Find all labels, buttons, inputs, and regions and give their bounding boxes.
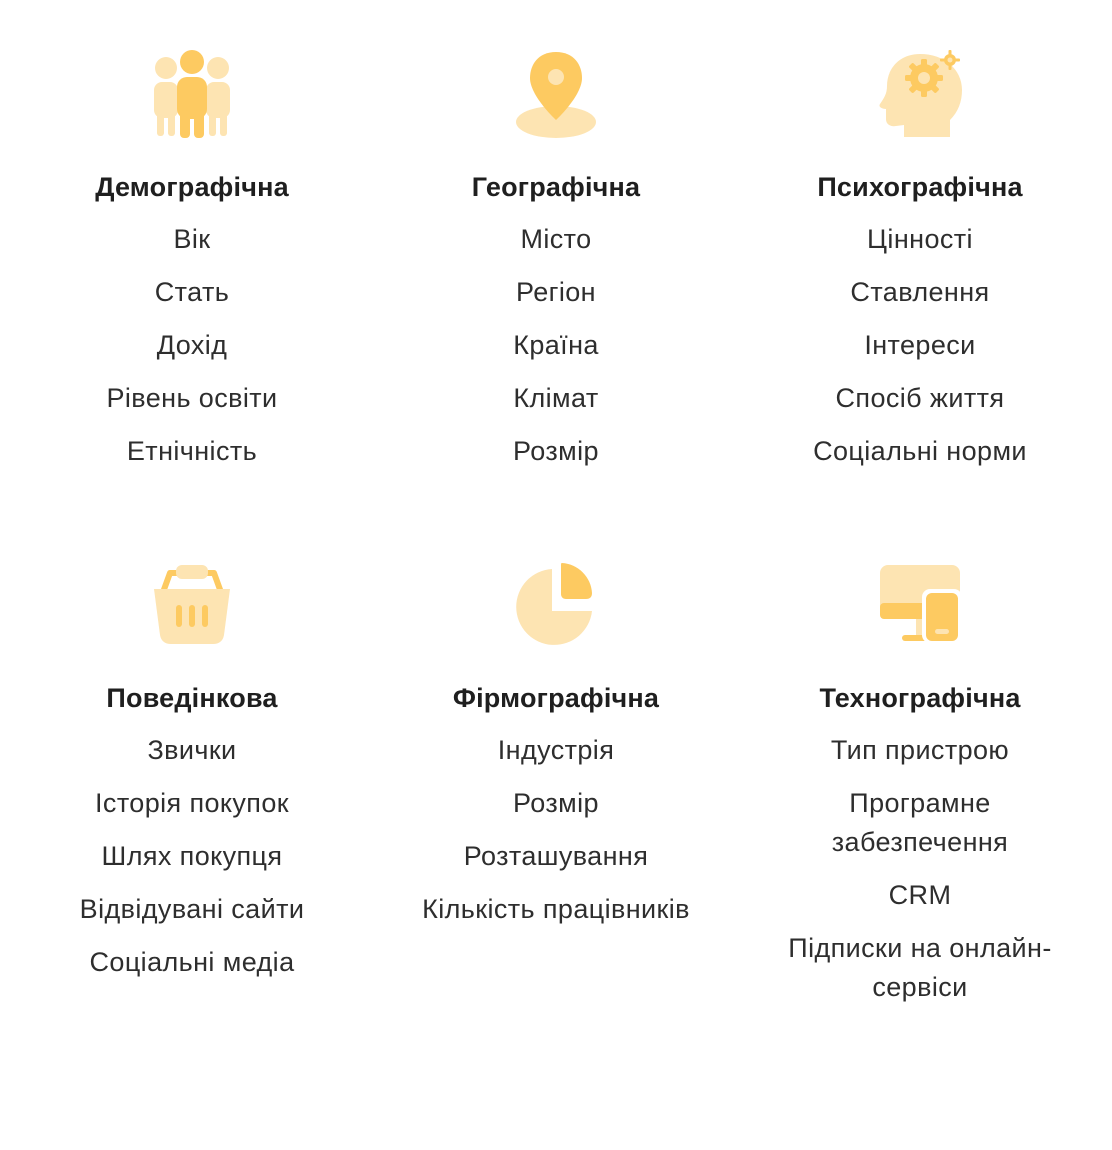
segment-title: Технографічна: [819, 683, 1021, 713]
segment-items: [80, 731, 305, 996]
segment-card-behavioral: [10, 555, 374, 1066]
list-item: Історія покупок: [95, 788, 289, 818]
list-item: Країна: [513, 330, 599, 360]
people-group-icon: [142, 44, 242, 144]
list-item: Тип пристрою: [830, 735, 1010, 765]
segment-title: Демографічна: [95, 172, 289, 202]
list-item: Підписки на онлайн-сервіси: [788, 933, 1052, 1002]
list-item: Місто: [520, 224, 592, 254]
list-item: Етнічність: [126, 436, 258, 466]
segment-items: [513, 220, 599, 485]
list-item: Відвідувані сайти: [79, 894, 305, 924]
devices-icon: [870, 555, 970, 655]
list-item: Шлях покупця: [101, 841, 283, 871]
list-item: Регіон: [515, 277, 596, 307]
segmentation-grid: [10, 44, 1102, 1066]
segment-card-technographic: [738, 555, 1102, 1066]
segment-items: [422, 731, 690, 943]
segment-title: Психографічна: [817, 172, 1023, 202]
list-item: Соціальні норми: [813, 436, 1027, 466]
segment-title: Фірмографічна: [452, 683, 660, 713]
segment-card-geographic: [374, 44, 738, 555]
list-item: Розташування: [463, 841, 649, 871]
segment-items: [760, 731, 1080, 1021]
head-gear-icon: [870, 44, 970, 144]
list-item: Стать: [154, 277, 230, 307]
list-item: Цінності: [867, 224, 973, 254]
shopping-basket-icon: [142, 555, 242, 655]
list-item: Дохід: [156, 330, 228, 360]
list-item: Розмір: [513, 788, 599, 818]
segment-title: Поведінкова: [106, 683, 278, 713]
segment-card-psychographic: [738, 44, 1102, 555]
list-item: Інтереси: [864, 330, 976, 360]
segment-items: [813, 220, 1027, 485]
list-item: Індустрія: [497, 735, 615, 765]
list-item: Кількість працівників: [422, 894, 690, 924]
list-item: Звички: [147, 735, 237, 765]
list-item: Соціальні медіа: [89, 947, 295, 977]
segment-items: [106, 220, 277, 485]
list-item: Ставлення: [850, 277, 990, 307]
list-item: CRM: [888, 880, 952, 910]
segment-card-demographic: [10, 44, 374, 555]
map-pin-icon: [506, 44, 606, 144]
pie-chart-icon: [506, 555, 606, 655]
list-item: Клімат: [513, 383, 599, 413]
segment-title: Географічна: [471, 172, 641, 202]
list-item: Програмне забезпечення: [831, 788, 1009, 857]
list-item: Спосіб життя: [835, 383, 1005, 413]
list-item: Вік: [173, 224, 211, 254]
segment-card-firmographic: [374, 555, 738, 1066]
list-item: Рівень освіти: [106, 383, 278, 413]
list-item: Розмір: [513, 436, 599, 466]
